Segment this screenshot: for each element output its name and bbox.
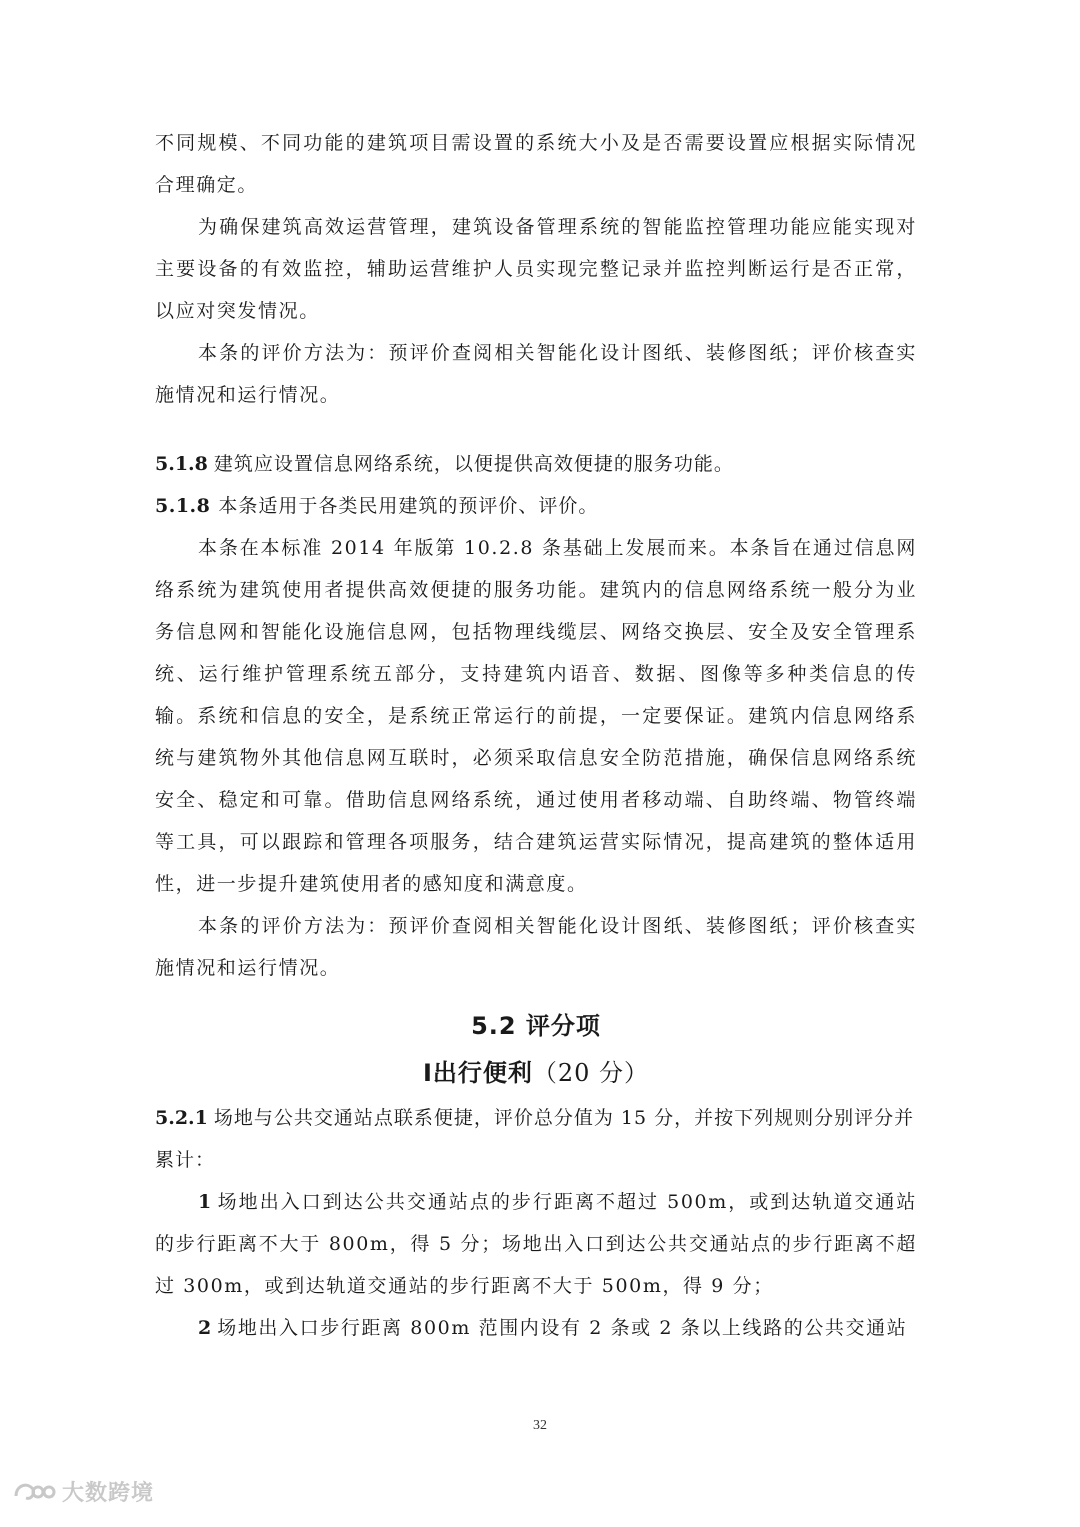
clause-number: 5.1.8 — [155, 453, 208, 475]
clause-text: 建筑应设置信息网络系统，以便提供高效便捷的服务功能。 — [213, 453, 734, 475]
watermark — [12, 1476, 154, 1507]
watermark-logo-icon — [12, 1478, 56, 1506]
subsection-numeral: Ⅰ — [422, 1059, 433, 1087]
page-content — [155, 122, 917, 1349]
explanation-number: 5.1.8 — [155, 495, 211, 517]
clause-text: 场地与公共交通站点联系便捷，评价总分值为 15 分，并按下列规则分别评分并累计： — [155, 1107, 915, 1171]
spacer — [155, 416, 917, 443]
clause-5-2-1 — [155, 1097, 917, 1181]
rule-text: 场地出入口步行距离 800m 范围内设有 2 条或 2 条以上线路的公共交通站 — [217, 1317, 908, 1339]
explanation-5-1-8 — [155, 485, 917, 527]
rule-item-1 — [155, 1181, 917, 1307]
paragraph-system-scale: 不同规模、不同功能的建筑项目需设置的系统大小及是否需要设置应根据实际情况合理确定。 — [155, 132, 917, 196]
rule-item-2 — [155, 1307, 917, 1349]
subsection-title: 出行便利 — [432, 1059, 533, 1087]
clause-number: 5.2.1 — [155, 1107, 208, 1129]
paragraph-evaluation-method-1: 本条的评价方法为：预评价查阅相关智能化设计图纸、装修图纸；评价核查实施情况和运行情况。 — [155, 342, 917, 406]
paragraph-evaluation-method-2: 本条的评价方法为：预评价查阅相关智能化设计图纸、装修图纸；评价核查实施情况和运行情况。 — [155, 915, 917, 979]
rule-number: 1 — [198, 1191, 212, 1213]
page-number: 32 — [533, 1418, 547, 1433]
paragraph-equipment-monitoring: 为确保建筑高效运营管理，建筑设备管理系统的智能监控管理功能应能实现对主要设备的有效监控，辅助运营维护人员实现完整记录并监控判断运行是否正常，以应对突发情况。 — [155, 216, 917, 322]
section-heading: 5.2 评分项 — [471, 1012, 601, 1040]
clause-5-1-8 — [155, 443, 917, 485]
explanation-text: 本条适用于各类民用建筑的预评价、评价。 — [218, 495, 599, 517]
rule-text: 场地出入口到达公共交通站点的步行距离不超过 500m，或到达轨道交通站的步行距离不大于 800m，得 5 分；场地出入口到达公共交通站点的步行距离不超过 300m，或到达轨道交通站的步行距离不大于 500m，得 9 分； — [155, 1191, 917, 1297]
subsection-score: （20 分） — [532, 1059, 650, 1087]
rule-number: 2 — [198, 1317, 212, 1339]
watermark-text: 大数跨境 — [62, 1481, 155, 1506]
subsection-heading — [155, 1055, 917, 1091]
paragraph-network-system: 本条在本标准 2014 年版第 10.2.8 条基础上发展而来。本条旨在通过信息网络系统为建筑使用者提供高效便捷的服务功能。建筑内的信息网络系统一般分为业务信息网和智能化设施信息网，包括物理线缆层、网络交换层、安全及安全管理系统、运行维护管理系统五部分，支持建筑内语音、数据、图像等多种类信息的传输。系统和信息的安全，是系统正常运行的前提，一定要保证。建筑内信息网络系统与建筑物外其他信息网互联时，必须采取信息安全防范措施，确保信息网络系统安全、稳定和可靠。借助信息网络系统，通过使用者移动端、自助终端、物管终端等工具，可以跟踪和管理各项服务，结合建筑运营实际情况，提高建筑的整体适用性，进一步提升建筑使用者的感知度和满意度。 — [155, 537, 917, 895]
